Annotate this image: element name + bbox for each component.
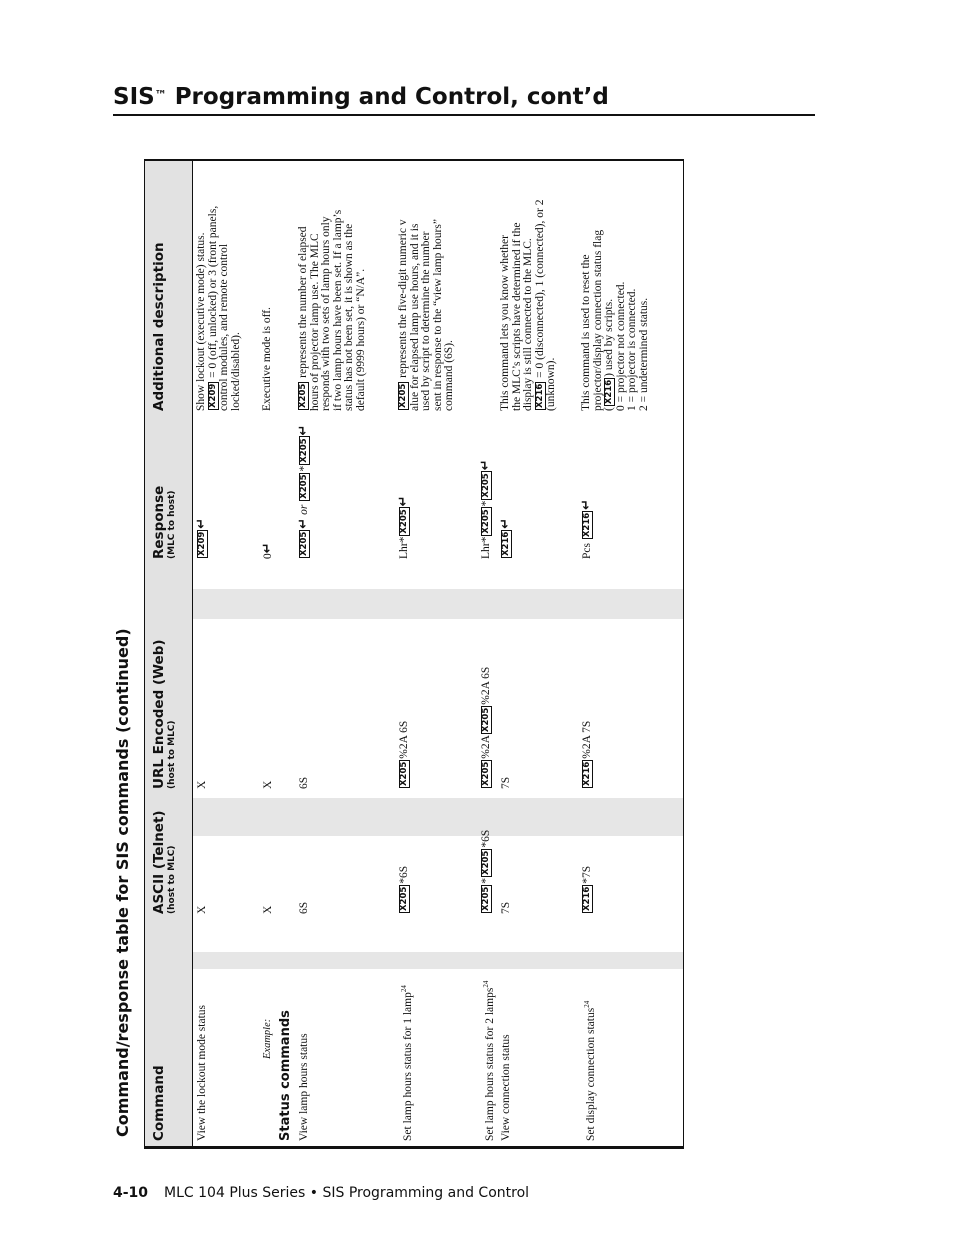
set2-response: Lhr*X205*X205↵	[478, 459, 493, 559]
example-ascii: X	[262, 905, 274, 914]
lockout-description: Show lockout (executive mode) status. X209 = 0 (off, unlocked) or 3 (front panels, control modules, and remote control locked/disabled).	[195, 205, 242, 411]
lockout-url: X	[196, 780, 208, 789]
header-response: Response (MLC to host)	[151, 485, 177, 559]
lockout-ascii: X	[196, 905, 208, 914]
status-commands-title: Status commands	[278, 1010, 293, 1141]
set2-ascii: X205*X205*6S	[480, 829, 492, 911]
page-number: 4-10	[113, 1185, 149, 1201]
example-label: Example:	[262, 1018, 273, 1059]
set1-url: X205%2A 6S	[398, 720, 410, 786]
conn-ascii: 7S	[500, 901, 512, 914]
set1-description: X205 represents the five-digit numeric v alue for elapsed lamp use hours, and it is used by script to determine the number sent in response to the “view lamp hours” command (6S).	[397, 219, 456, 411]
table-caption: Command/response table for SIS commands (continued)	[113, 628, 132, 1137]
set1-ascii: X205*6S	[398, 865, 410, 911]
lamp-response: X205↵ or X205*X205↵	[296, 424, 311, 556]
disp-description: This command is used to reset the projector/display connection status flag (X216) used by scripts. 0 = projector not connected. 1 = projector is connected. 2 = undetermined status.	[580, 229, 650, 411]
conn-command: View connection status	[500, 1034, 512, 1141]
header-description: Additional description	[151, 242, 167, 411]
lockout-response: X209↵	[194, 517, 209, 556]
set2-command: Set lamp hours status for 2 lamps$^{24}$	[482, 980, 496, 1141]
set2-url: X205%2AX205%2A 6S	[480, 666, 492, 786]
example-response: 0↵	[260, 542, 275, 559]
example-url: X	[262, 780, 274, 789]
disp-command: Set display connection status$^{24}$	[583, 1000, 597, 1141]
page-footer	[113, 1185, 529, 1201]
set1-response: Lhr*X205↵	[396, 495, 411, 559]
lamp-ascii: 6S	[298, 901, 310, 914]
page-heading: SIS™ Programming and Control, cont’d	[113, 84, 609, 110]
disp-response: Pcs X216↵	[579, 498, 594, 559]
set1-command: Set lamp hours status for 1 lamp$^{24}$	[400, 985, 414, 1141]
lamp-description: X205 represents the number of elapsed hours of projector lamp use. The MLC responds with two sets of lamp hours only if two lamp hours have been set. If a lamp’s status has not been set, it is shown as the default (9999 hours) or “N/A”.	[297, 209, 367, 411]
footer-title: MLC 104 Plus Series • SIS Programming and Control	[164, 1185, 530, 1201]
lockout-command: View the lockout mode status	[196, 1004, 208, 1141]
command-response-table	[144, 159, 684, 1149]
lamp-url: 6S	[298, 776, 310, 789]
disp-url: X216%2A 7S	[581, 720, 593, 786]
conn-description: This command lets you know whether the MLC’s scripts have determined if the display is still connected to the MLC. X216 = 0 (disconnected), 1 (connected), or 2 (unknown).	[499, 199, 558, 411]
header-url: URL Encoded (Web) (host to MLC)	[151, 639, 177, 789]
conn-response: X216↵	[498, 517, 513, 556]
header-command: Command	[151, 1065, 167, 1141]
example-description: Executive mode is off.	[261, 307, 273, 411]
heading-rule	[113, 114, 815, 116]
lamp-command: View lamp hours status	[298, 1033, 310, 1141]
conn-url: 7S	[500, 776, 512, 789]
disp-ascii: X216*7S	[581, 865, 593, 911]
header-ascii: ASCII (Telnet) (host to MLC)	[151, 810, 177, 914]
